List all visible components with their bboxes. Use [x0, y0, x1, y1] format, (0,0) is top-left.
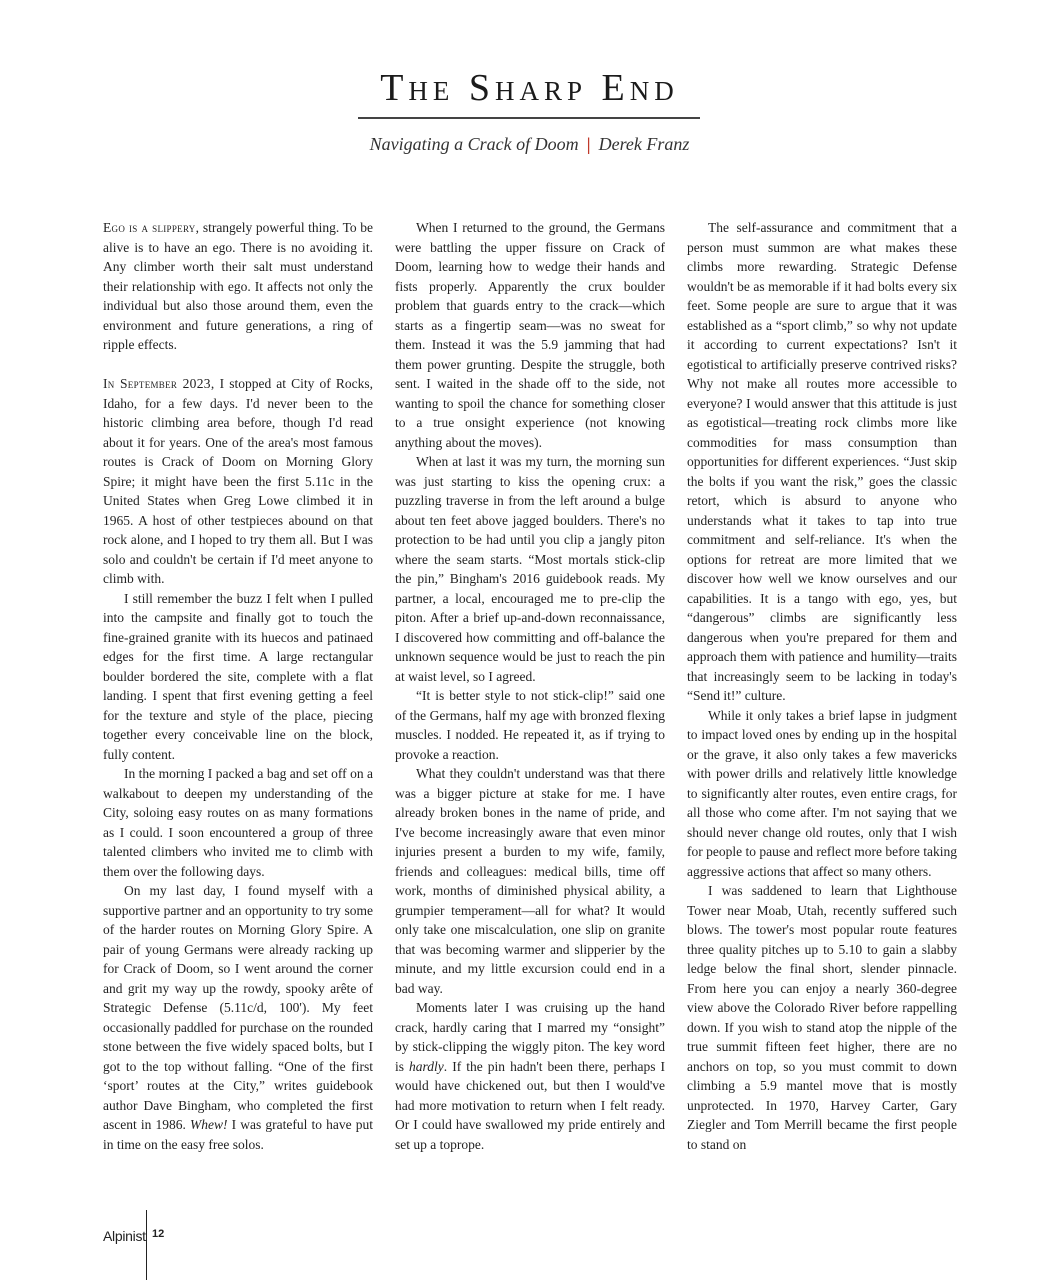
- paragraph: [395, 998, 665, 1154]
- paragraph: When I returned to the ground, the Germans were battling the upper fissure on Crack of Doom, learning how to wedge their hands and fists properly. Apparently the crux boulder problem that guards entry to the crack—which starts as a fingertip seam—was no sweat for them. Instead it was the 5.9 jamming that had them power grunting. Despite the struggle, both sent. I waited in the shade off to the side, not wanting to spoil the chance for something closer to a true onsight experience (not knowing anything about the moves).: [395, 220, 665, 450]
- paragraph-text: . If the pin hadn't been there, perhaps I would have chickened out, but then I would've had more motivation to return when I felt ready. Or I could have swallowed my pride entirely and set up a toprope.: [395, 1058, 665, 1152]
- paragraph: What they couldn't understand was that there was a bigger picture at stake for me. I have already broken bones in the name of pride, and I've become increasingly aware that even minor injuries present a burden to my wife, family, friends and colleagues: medical bills, time off work, months of diminished physical ability, a grumpier temperament—all for what? It would only take one miscalculation, one slip on granite that was becoming warmer and slipperier by the minute, and my little excursion could end in a bad way.: [395, 766, 665, 996]
- lead-in: Ego is a slippery,: [103, 220, 200, 235]
- paragraph: [103, 218, 373, 355]
- title-underline: [358, 117, 700, 119]
- paragraph: [103, 374, 373, 589]
- paragraph-text: I stopped at City of Rocks, Idaho, for a few days. I'd never been to the historic climbing area before, though I'd read about it for years. One of the area's most famous routes is Crack of Doom on Morning Glory Spire; it might have been the first 5.11c in the United States when Greg Lowe climbed it in 1965. A host of other testpieces abound on that rock alone, and I hoped to try them all. But I was solo and couldn't be certain if I'd meet anyone to climb with.: [103, 376, 373, 586]
- paragraph-text: Moments later I was cruising up the hand crack, hardly caring that I marred my “onsight” by stick-clipping the wiggly piton. The key word is: [395, 1000, 665, 1074]
- author-name: Derek Franz: [598, 134, 690, 154]
- paragraph: The self-assurance and commitment that a person must summon are what makes these climbs more rewarding. Strategic Defense wouldn't be as memorable if it had bolts every six feet. Some people are sure to argue that it was established as a “sport climb,” so why not update it according to current expectations? Isn't it egotistical to artificially preserve contrived risks? Why not make all routes more accessible to everyone? I would answer that this attitude is just as egotistical—treating rock climbs more like commodities for mass consumption than opportunities for different experiences. “Just skip the bolts if you want the risk,” goes the classic retort, which is absurd to anyone who understands what it takes to tap into true commitment and self-reliance. It's when the options for retreat are more limited that we discover how well we know ourselves and our capabilities. It is a tango with ego, yes, but “dangerous” climbs are significantly less dangerous when you're prepared for them and approach them with patience and humility—traits that increasingly seem to be lacking in today's “Send it!” culture.: [687, 220, 957, 703]
- lead-in: In September 2023,: [103, 376, 215, 391]
- page-title: The Sharp End: [380, 67, 679, 109]
- page-number: 12: [152, 1228, 165, 1240]
- paragraph: When at last it was my turn, the morning sun was just starting to kiss the opening crux: a puzzling traverse in from the left around a bulge about ten feet above jagged boulders. There's no protection to be had until you clip a jangly piton where the seam starts. “Most mortals stick-clip the pin,” Bingham's 2016 guidebook reads. My partner, a local, encouraged me to pre-clip the piton. After a brief up-and-down reconnaissance, I discovered how committing and off-balance the unknown sequence would be just to reach the pin at waist level, so I agreed.: [395, 454, 665, 684]
- paragraph: I still remember the buzz I felt when I pulled into the campsite and finally got to touch the fine-grained granite with its huecos and patinaed edges for the first time. A large rectangular boulder bordered the site, complete with a flat landing. I spent that first evening getting a feel for the texture and style of the place, piecing together every conceivable line on the block, fully content.: [103, 590, 373, 762]
- paragraph: While it only takes a brief lapse in judgment to impact loved ones by ending up in the hospital or the grave, it also only takes a few mavericks with power drills and relatively little knowledge to significantly alter routes, even entire crags, for all those who come after. I'm not saying that we should never change old routes, only that I wish for people to pause and reflect more before taking aggressive actions that affect so many others.: [687, 707, 957, 879]
- paragraph-text: On my last day, I found myself with a supportive partner and an opportunity to try some of the harder routes on Morning Glory Spire. A pair of young Germans were already racking up for Crack of Doom, so I went around the corner and grit my way up the rowdy, spooky arête of Strategic Defense (5.11c/d, 100'). My feet occasionally paddled for purchase on the rounded stone between the five widely spaced bolts, but I got to the top without falling. “One of the first ‘sport’ routes at the City,” writes guidebook author Dave Bingham, who completed the first ascent in 1986.: [103, 883, 373, 1132]
- emphasis: Whew!: [190, 1117, 228, 1132]
- text-column-2: [395, 218, 665, 1154]
- paragraph: I was saddened to learn that Lighthouse Tower near Moab, Utah, recently suffered such blows. The tower's most popular route features three quality pitches up to 5.10 to gain a slabby ledge below the final short, slender pinnacle. From here you can enjoy a nearly 360-degree view above the Colorado River before rappelling down. If you wish to stand atop the nipple of the true summit fifteen feet higher, there are no anchors on top, so you must commit to down climbing a 5.9 mantel move that is mostly unprotected. In 1970, Harvey Carter, Gary Ziegler and Tom Merrill became the first people to stand on: [687, 883, 957, 1152]
- article-subtitle: [0, 134, 1059, 155]
- paragraph: “It is better style to not stick-clip!” said one of the Germans, half my age with bronzed flexing muscles. I nodded. He repeated it, as if trying to provoke a reaction.: [395, 688, 665, 762]
- subtitle-separator: |: [586, 134, 591, 154]
- emphasis: hardly: [409, 1058, 444, 1074]
- footer-divider: [146, 1210, 147, 1280]
- text-column-1: [103, 218, 373, 1154]
- paragraph-text: I was grateful to have put in time on the easy free solos.: [103, 1117, 374, 1152]
- paragraph: [103, 881, 373, 1154]
- magazine-logo: Alpinist: [103, 1228, 146, 1244]
- paragraph: In the morning I packed a bag and set off on a walkabout to deepen my understanding of the City, soloing easy routes on as many formations as I could. I soon encountered a group of three talented climbers who invited me to climb with them over the following days.: [103, 766, 373, 879]
- article-headline: Navigating a Crack of Doom: [369, 134, 579, 154]
- paragraph-text: strangely powerful thing. To be alive is to have an ego. There is no avoiding it. Any climber worth their salt must understand their relationship with ego. It affects not only the individual but also those around them, even the environment and future generations, a ring of ripple effects.: [103, 220, 373, 352]
- text-column-3: [687, 218, 957, 1154]
